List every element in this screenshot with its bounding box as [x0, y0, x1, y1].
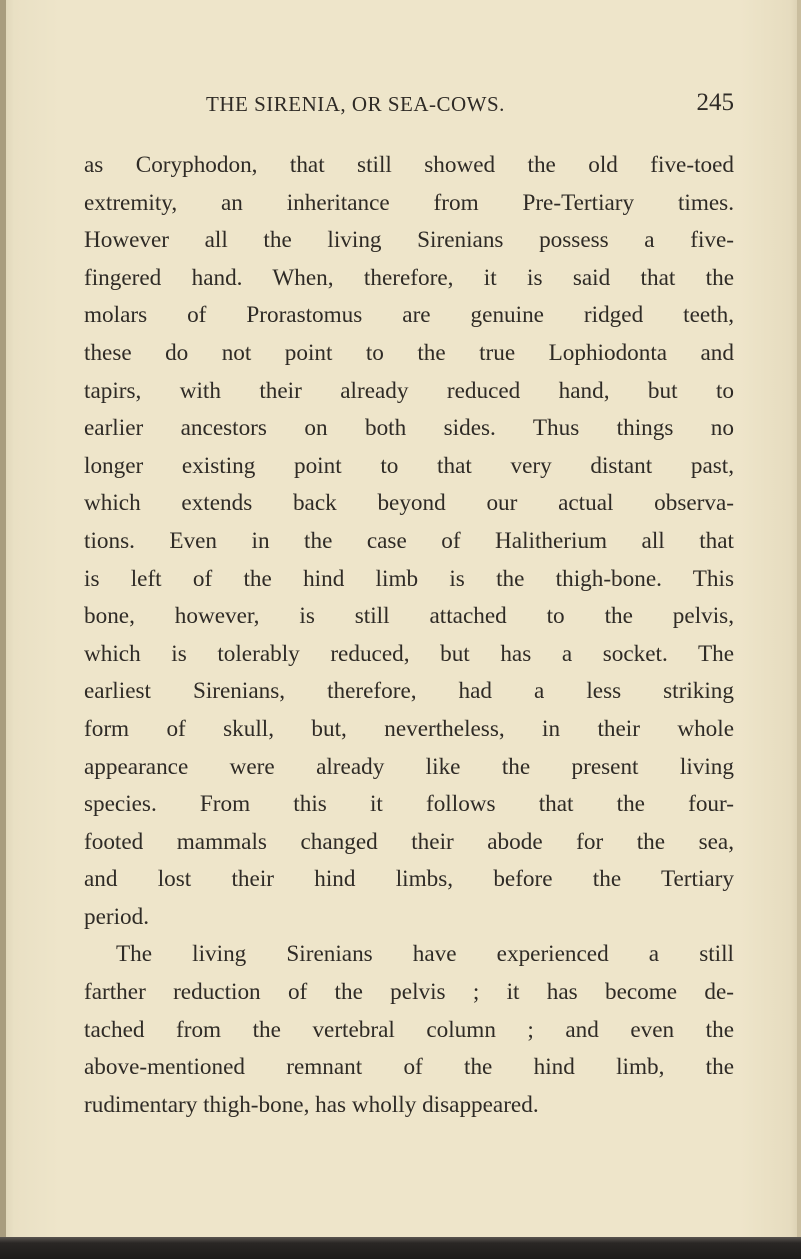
text-line: tached from the vertebral column ; and even the	[84, 1016, 734, 1043]
text-line: earlier ancestors on both sides. Thus things no	[84, 415, 734, 442]
running-title: THE SIRENIA, OR SEA-COWS.	[206, 92, 505, 116]
text-line: tapirs, with their already reduced hand, but to	[84, 377, 734, 404]
paragraph-end-line: rudimentary thigh-bone, has wholly disappeared.	[84, 1091, 539, 1118]
text-line: earliest Sirenians, therefore, had a less striking	[84, 678, 734, 705]
scan-bottom-shadow	[0, 1237, 801, 1259]
text-line: appearance were already like the present living	[84, 753, 734, 780]
paragraph-start-line: The living Sirenians have experienced a still	[116, 941, 734, 968]
text-line: However all the living Sirenians possess a five-	[84, 227, 734, 254]
text-line: is left of the hind limb is the thigh-bone. This	[84, 565, 734, 592]
text-line: species. From this it follows that the four-	[84, 791, 734, 818]
text-line: fingered hand. When, therefore, it is said that the	[84, 264, 734, 291]
text-line: footed mammals changed their abode for the sea,	[84, 828, 734, 855]
text-line: longer existing point to that very distant past,	[84, 452, 734, 479]
text-line: extremity, an inheritance from Pre-Tertiary times.	[84, 189, 734, 216]
text-line: which extends back beyond our actual observa-	[84, 490, 734, 517]
page-header	[84, 89, 734, 122]
text-line: farther reduction of the pelvis ; it has become de-	[84, 979, 734, 1006]
body-text	[84, 147, 734, 1124]
text-line: and lost their hind limbs, before the Tertiary	[84, 866, 734, 893]
text-line: these do not point to the true Lophiodonta and	[84, 339, 734, 366]
page-binding-edge	[0, 0, 6, 1259]
text-line: as Coryphodon, that still showed the old five-toed	[84, 152, 734, 178]
text-line: molars of Prorastomus are genuine ridged teeth,	[84, 302, 734, 329]
text-line: bone, however, is still attached to the pelvis,	[84, 603, 734, 630]
text-line: tions. Even in the case of Halitherium all that	[84, 527, 734, 554]
text-line: which is tolerably reduced, but has a socket. The	[84, 640, 734, 667]
page-right-edge	[797, 0, 801, 1259]
page-number: 245	[696, 89, 734, 116]
text-line: form of skull, but, nevertheless, in their whole	[84, 715, 734, 742]
paragraph-end-line: period.	[84, 903, 150, 930]
text-line: above-mentioned remnant of the hind limb, the	[84, 1054, 734, 1081]
